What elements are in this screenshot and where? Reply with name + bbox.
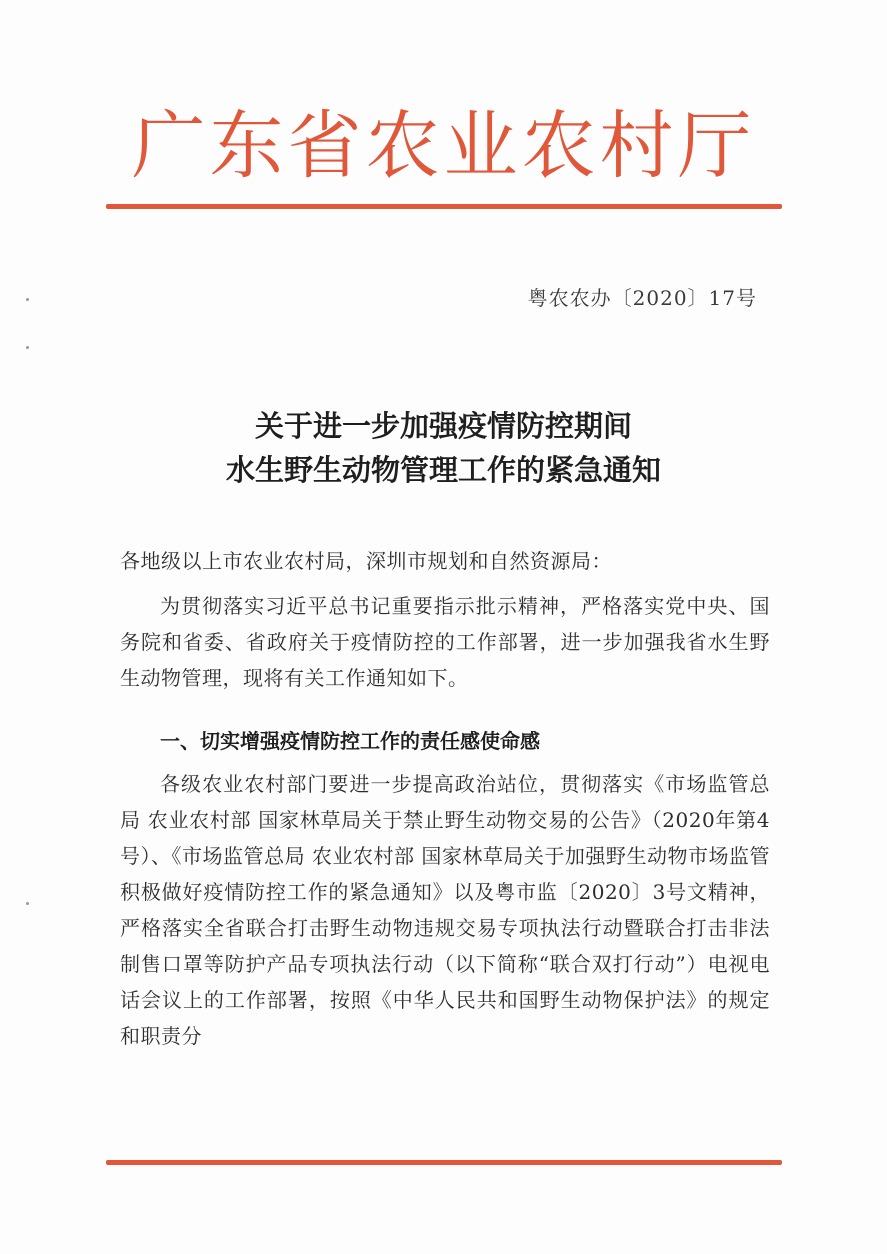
scan-speck: [26, 346, 29, 349]
section-heading-1: 一、切实增强疫情防控工作的责任感使命感: [160, 729, 540, 753]
masthead-red-rule: [106, 204, 782, 209]
title-line-1: 关于进一步加强疫情防控期间: [254, 409, 632, 443]
document-title: [0, 404, 887, 492]
salutation: 各地级以上市农业农村局，深圳市规划和自然资源局：: [120, 549, 612, 573]
issuing-authority-masthead: 广东省农业农村厅: [131, 103, 756, 189]
document-number: 粤农农办〔2020〕17号: [527, 286, 757, 310]
paragraph-section-1: 各级农业农村部门要进一步提高政治站位，贯彻落实《市场监管总局 农业农村部 国家林草局关于禁止野生动物交易的公告》（2020年第4号）、《市场监管总局 农业农村部 国家林草局关于加强野生动物市场监管积极做好疫情防控工作的紧急通知》以及粤市监〔2020〕3号文精神，严格落实全省联合打击野生动物违规交易专项执法行动暨联合打击非法制售口罩等防护产品专项执法行动（以下简称“联合双打行动”）电视电话会议上的工作部署，按照《中华人民共和国野生动物保护法》的规定和职责分: [120, 772, 770, 1048]
scan-speck: [26, 298, 29, 301]
footer-red-rule: [106, 1160, 782, 1165]
scan-speck: [26, 902, 29, 905]
title-line-2: 水生野生动物管理工作的紧急通知: [225, 453, 661, 487]
paragraph-intro: 为贯彻落实习近平总书记重要指示批示精神，严格落实党中央、国务院和省委、省政府关于疫情防控的工作部署，进一步加强我省水生野生动物管理，现将有关工作通知如下。: [120, 594, 770, 690]
